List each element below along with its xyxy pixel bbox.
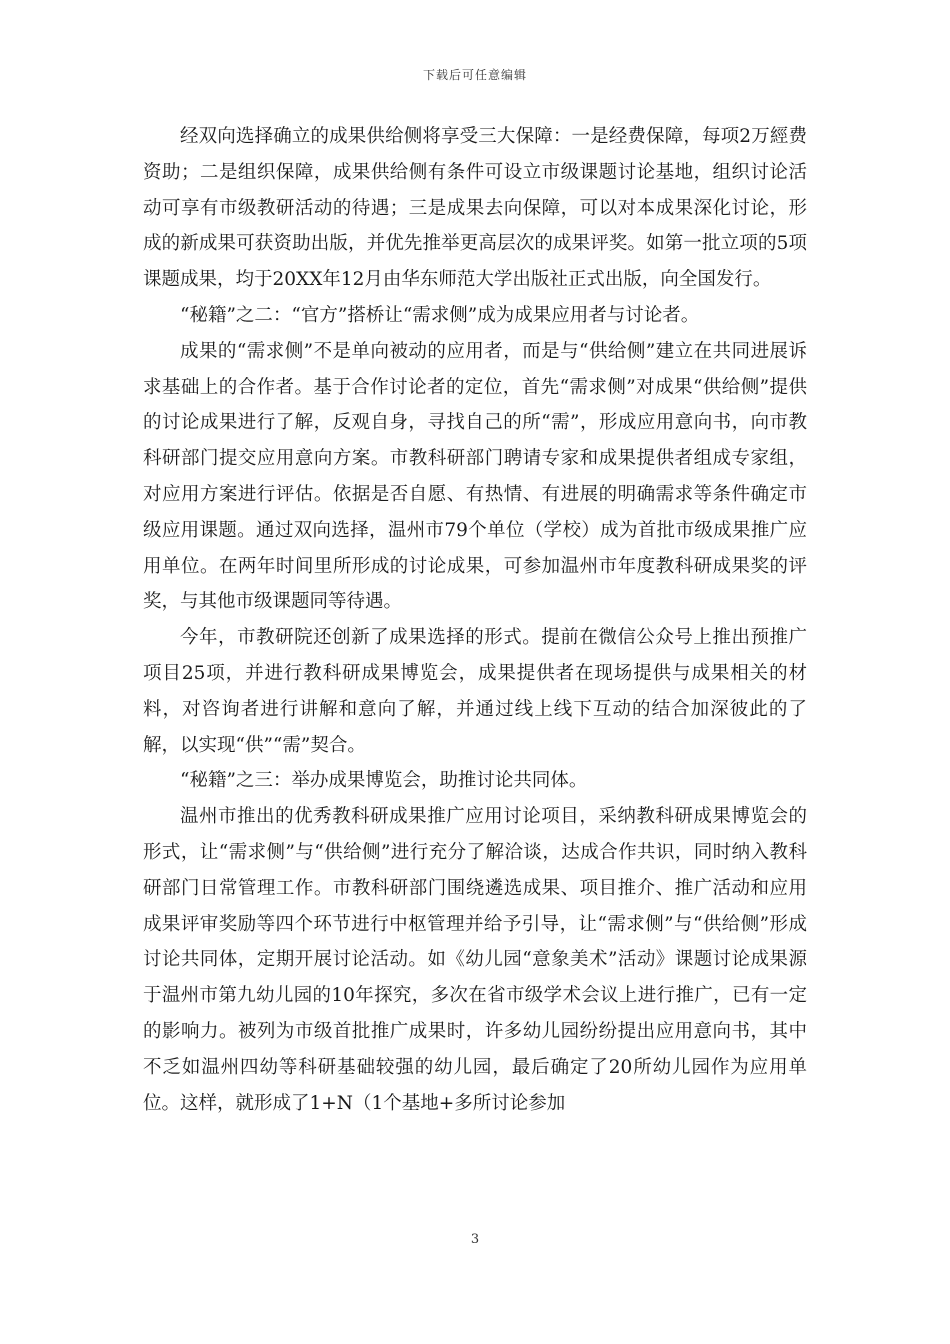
- page-number: 3: [470, 1232, 480, 1247]
- paragraph-expo: 温州市推出的优秀教科研成果推广应用讨论项目，采纳教科研成果博览会的形式，让“需求侧”与“供给侧”进行充分了解洽谈，达成合作共识，同时纳入教科研部门日常管理工作。市教科研部门围绕遴选成果、项目推介、推广活动和应用成果评审奖励等四个环节进行中枢管理并给予引导，让“需求侧”与“供给侧”形成讨论共同体，定期开展讨论活动。如《幼儿园“意象美术”活动》课题讨论成果源于温州市第九幼儿园的10年探究，多次在省市级学术会议上进行推广，已有一定的影响力。被列为市级首批推广成果时，许多幼儿园纷纷提出应用意向书，其中不乏如温州四幼等科研基础较强的幼儿园，最后确定了20所幼儿园作为应用单位。这样，就形成了1+N（1个基地+多所讨论参加: [143, 806, 807, 1114]
- paragraph-guarantees: 经双向选择确立的成果供给侧将享受三大保障：一是经费保障，每项2万經费资助；二是组织保障，成果供给侧有条件可设立市级课题讨论基地，组织讨论活动可享有市级教研活动的待遇；三是成果去向保障，可以对本成果深化讨论，形成的新成果可获资助出版，并优先推举更高层次的成果评奖。如第一批立项的5项课题成果，均于20XX年12月由华东师范大学出版社正式出版，向全国发行。: [143, 126, 807, 291]
- page-header: 下载后可任意编辑: [422, 68, 527, 82]
- paragraph-demand-side: 成果的“需求侧”不是单向被动的应用者，而是与“供给侧”建立在共同进展诉求基础上的合作者。基于合作讨论者的定位，首先“需求侧”对成果“供给侧”提供的讨论成果进行了解，反观自身，寻找自己的所“需”，形成应用意向书，向市教科研部门提交应用意向方案。市教科研部门聘请专家和成果提供者组成专家组，对应用方案进行评估。依据是否自愿、有热情、有进展的明确需求等条件确定市级应用课题。通过双向选择，温州市79个单位（学校）成为首批市级成果推广应用单位。在两年时间里所形成的讨论成果，可参加温州市年度教科研成果奖的评奖，与其他市级课题同等待遇。: [143, 340, 807, 613]
- document-body: [143, 119, 807, 1121]
- paragraph-secret-three-heading: “秘籍”之三：举办成果博览会，助推讨论共同体。: [180, 770, 588, 792]
- paragraph-secret-two-heading: “秘籍”之二：“官方”搭桥让“需求侧”成为成果应用者与讨论者。: [180, 304, 700, 326]
- paragraph-innovation: 今年，市教研院还创新了成果选择的形式。提前在微信公众号上推出预推广项目25项，并进行教科研成果博览会，成果提供者在现场提供与成果相关的材料，对咨询者进行讲解和意向了解，并通过线上线下互动的结合加深彼此的了解，以实现“供”“需”契合。: [143, 627, 807, 756]
